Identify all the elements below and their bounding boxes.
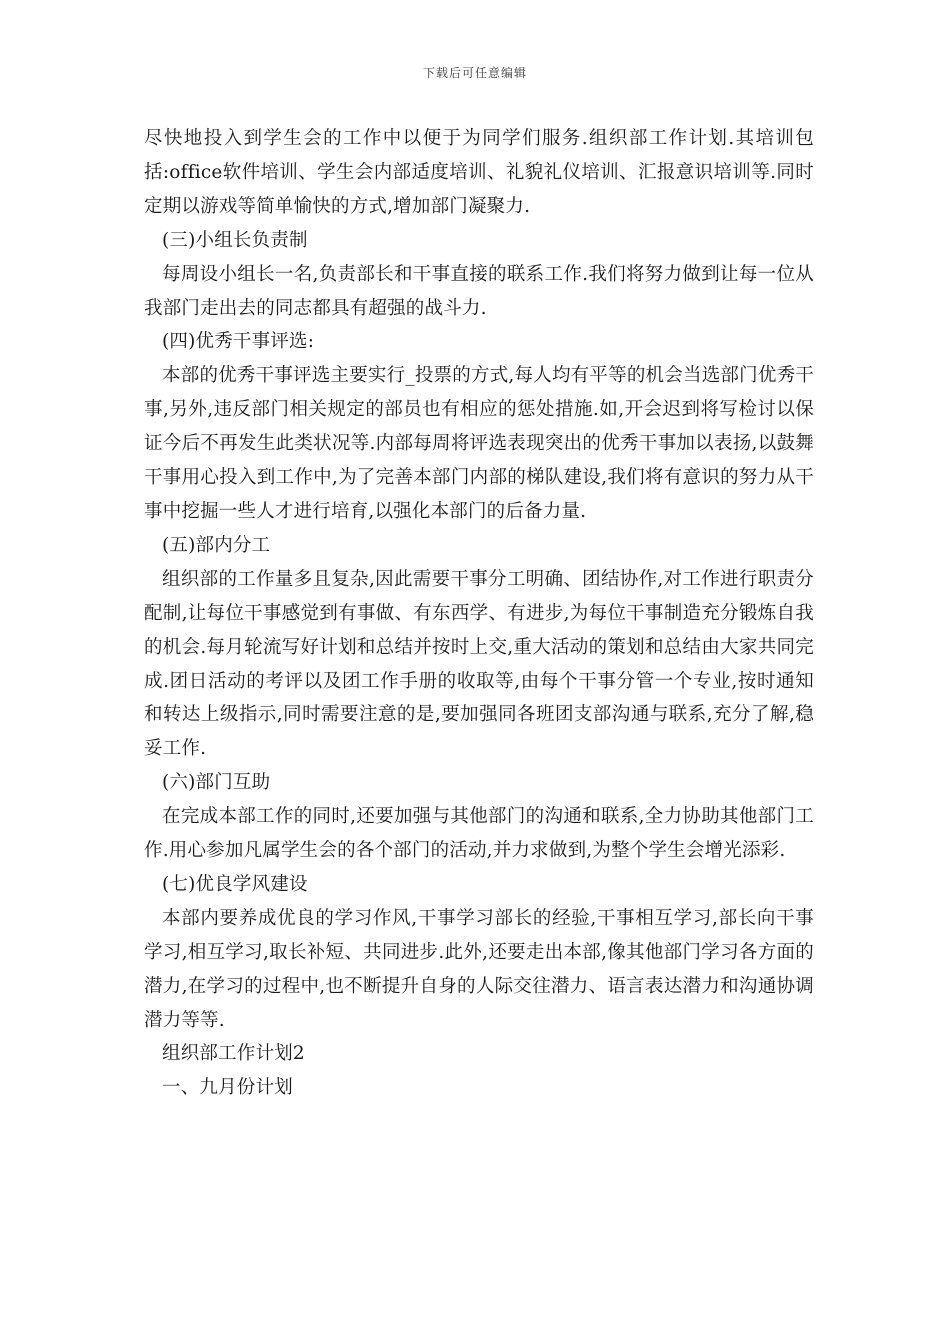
section-heading-5: (五)部内分工 xyxy=(162,534,271,556)
section-heading-6: (六)部门互助 xyxy=(162,772,271,794)
section-heading-september: 一、九月份计划 xyxy=(162,1077,293,1099)
paragraph-excellent-staff: 本部的优秀干事评选主要实行_投票的方式,每人均有平等的机会当选部门优秀干事,另外,违反部门相关规定的部员也有相应的惩处措施.如,开会迟到将写检讨以保证今后不再发生此类状况等.内部每周将评选表现突出的优秀干事加以表扬,以鼓舞干事用心投入到工作中,为了完善本部门内部的梯队建设,我们将有意识的努力从干事中挖掘一些人才进行培育,以强化本部门的后备力量. xyxy=(144,365,814,522)
section-heading-7: (七)优良学风建设 xyxy=(162,873,308,895)
paragraph-division-of-labor: 组织部的工作量多且复杂,因此需要干事分工明确、团结协作,对工作进行职责分配制,让每位干事感觉到有事做、有东西学、有进步,为每位干事制造充分锻炼自我的机会.每月轮流写好计划和总结并按时上交,重大活动的策划和总结由大家共同完成.团日活动的考评以及团工作手册的收取等,由每个干事分管一个专业,按时通知和转达上级指示,同时需要注意的是,要加强同各班团支部沟通与联系,充分了解,稳妥工作. xyxy=(144,568,814,760)
paragraph-intro-continued: 尽快地投入到学生会的工作中以便于为同学们服务.组织部工作计划.其培训包括:office软件培训、学生会内部适度培训、礼貌礼仪培训、汇报意识培训等.同时定期以游戏等简单愉快的方式,增加部门凝聚力. xyxy=(144,128,814,217)
paragraph-study-style: 本部内要养成优良的学习作风,干事学习部长的经验,干事相互学习,部长向干事学习,相互学习,取长补短、共同进步.此外,还要走出本部,像其他部门学习各方面的潜力,在学习的过程中,也不断提升自身的人际交往潜力、语言表达潜力和沟通协调潜力等等. xyxy=(144,907,814,1031)
paragraph-mutual-assistance: 在完成本部工作的同时,还要加强与其他部门的沟通和联系,全力协助其他部门工作.用心参加凡属学生会的各个部门的活动,并力求做到,为整个学生会增光添彩. xyxy=(144,806,814,862)
document-title-plan-2: 组织部工作计划2 xyxy=(162,1043,305,1065)
page-header: 下载后可任意编辑 xyxy=(422,66,527,80)
document-body xyxy=(144,122,814,1105)
section-heading-3: (三)小组长负责制 xyxy=(162,229,308,251)
section-heading-4: (四)优秀干事评选: xyxy=(162,331,315,353)
paragraph-group-leader: 每周设小组长一名,负责部长和干事直接的联系工作.我们将努力做到让每一位从我部门走出去的同志都具有超强的战斗力. xyxy=(144,263,814,319)
